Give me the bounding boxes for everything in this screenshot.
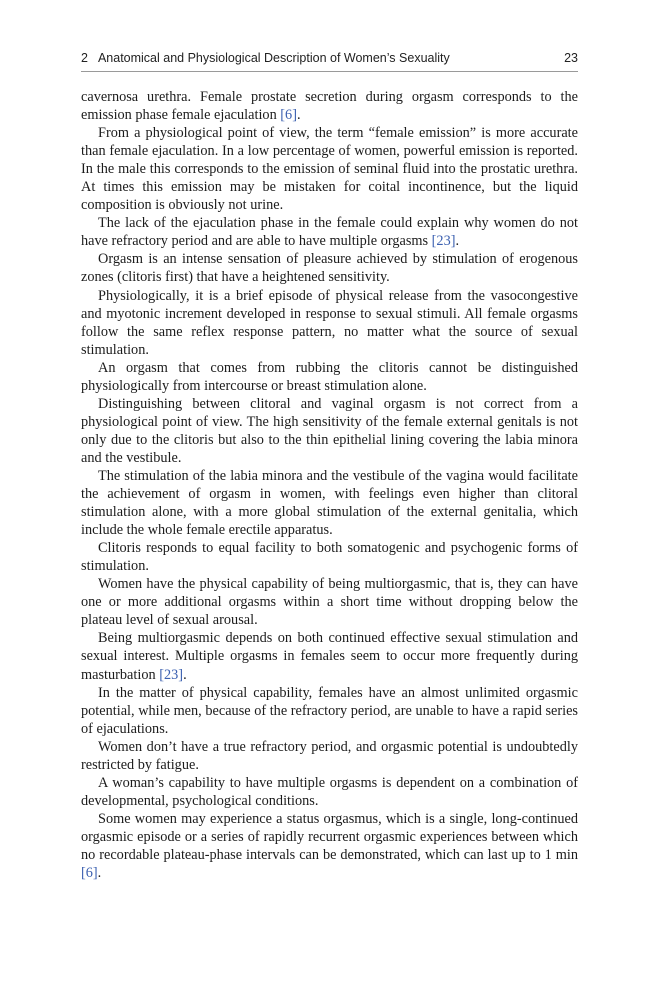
paragraph-text: Clitoris responds to equal facility to both somatogenic and psychogenic forms of stimulation. bbox=[81, 540, 578, 575]
paragraph-text: Some women may experience a status orgasmus, which is a single, long-continued orgasmic episode or a series of rapidly recurrent orgasmic experiences between which no recordable plateau-phase intervals can be demonstrated, which can last up to 1 min bbox=[81, 810, 578, 863]
paragraph bbox=[81, 287, 578, 359]
paragraph-text: Physiologically, it is a brief episode of physical release from the vasocongestive and myotonic increment developed in response to sexual stimuli. All female orgasms follow the same reflex response pattern, no matter what the source of sexual stimulation. bbox=[81, 287, 578, 358]
paragraph bbox=[81, 738, 578, 774]
paragraph bbox=[81, 810, 578, 882]
paragraph-text-tail: . bbox=[296, 107, 301, 124]
paragraph bbox=[81, 774, 578, 810]
paragraph-text: Women have the physical capability of being multiorgasmic, that is, they can have one or more additional orgasms within a short time without dropping below the plateau level of sexual arousal. bbox=[81, 576, 578, 629]
paragraph bbox=[81, 124, 578, 214]
paragraph-text: The stimulation of the labia minora and the vestibule of the vagina would facilitate the achievement of orgasm in women, with feelings even higher than clitoral stimulation alone, with a more global stimulation of the external genitalia, which include the whole female erectile apparatus. bbox=[81, 467, 578, 539]
paragraph bbox=[81, 359, 578, 395]
paragraph bbox=[81, 684, 578, 738]
chapter-number: 2 bbox=[81, 51, 88, 65]
chapter-title: Anatomical and Physiological Description of Women’s Sexuality bbox=[97, 51, 450, 65]
paragraph-text-tail: . bbox=[455, 233, 460, 250]
page-number: 23 bbox=[564, 51, 578, 65]
paragraph-text: A woman’s capability to have multiple orgasms is dependent on a combination of developmental, psychological conditions. bbox=[81, 774, 578, 809]
paragraph-text: Women don’t have a true refractory period, and orgasmic potential is undoubtedly restricted by fatigue. bbox=[81, 738, 578, 773]
paragraph bbox=[81, 88, 578, 124]
paragraph bbox=[81, 395, 578, 467]
paragraph-text-tail: . bbox=[97, 865, 102, 882]
paragraph-text: Orgasm is an intense sensation of pleasure achieved by stimulation of erogenous zones (clitoris first) that have a heightened sensitivity. bbox=[81, 251, 578, 286]
chapter-title-line bbox=[81, 51, 450, 65]
citation-link[interactable]: [6] bbox=[81, 865, 98, 882]
paragraph bbox=[81, 629, 578, 683]
citation-link[interactable]: [23] bbox=[159, 666, 184, 683]
paragraph bbox=[81, 214, 578, 250]
paragraph bbox=[81, 539, 578, 575]
paragraph bbox=[81, 467, 578, 539]
paragraph bbox=[81, 250, 578, 286]
body-text bbox=[81, 88, 578, 882]
paragraph-text: cavernosa urethra. Female prostate secretion during orgasm corresponds to the emission phase female ejaculation bbox=[81, 89, 578, 124]
paragraph-text: An orgasm that comes from rubbing the clitoris cannot be distinguished physiologically from intercourse or breast stimulation alone. bbox=[81, 359, 578, 394]
paragraph-text: In the matter of physical capability, females have an almost unlimited orgasmic potential, while men, because of the refractory period, are unable to have a rapid series of ejaculations. bbox=[81, 684, 578, 737]
paragraph-text: Distinguishing between clitoral and vaginal orgasm is not correct from a physiological point of view. The high sensitivity of the female external genitals is not only due to the clitoris but also to the thin epithelial lining covering the labia minora and the vestibule. bbox=[81, 395, 578, 466]
paragraph-text: The lack of the ejaculation phase in the female could explain why women do not have refractory period and are able to have multiple orgasms bbox=[81, 215, 578, 250]
citation-link[interactable]: [6] bbox=[280, 107, 297, 124]
paragraph-text: Being multiorgasmic depends on both continued effective sexual stimulation and sexual interest. Multiple orgasms in females seem to occur more frequently during masturbation bbox=[81, 630, 578, 683]
citation-link[interactable]: [23] bbox=[431, 233, 456, 250]
paragraph bbox=[81, 575, 578, 629]
paragraph-text-tail: . bbox=[183, 666, 187, 683]
running-header bbox=[81, 51, 578, 72]
paragraph-text: From a physiological point of view, the term “female emission” is more accurate than female ejaculation. In a low percentage of women, powerful emission is reported. In the male this corresponds to the emission of seminal fluid into the prostatic urethra. At times this emission may be mistaken for coital incontinence, but the liquid composition is obviously not urine. bbox=[81, 125, 578, 214]
